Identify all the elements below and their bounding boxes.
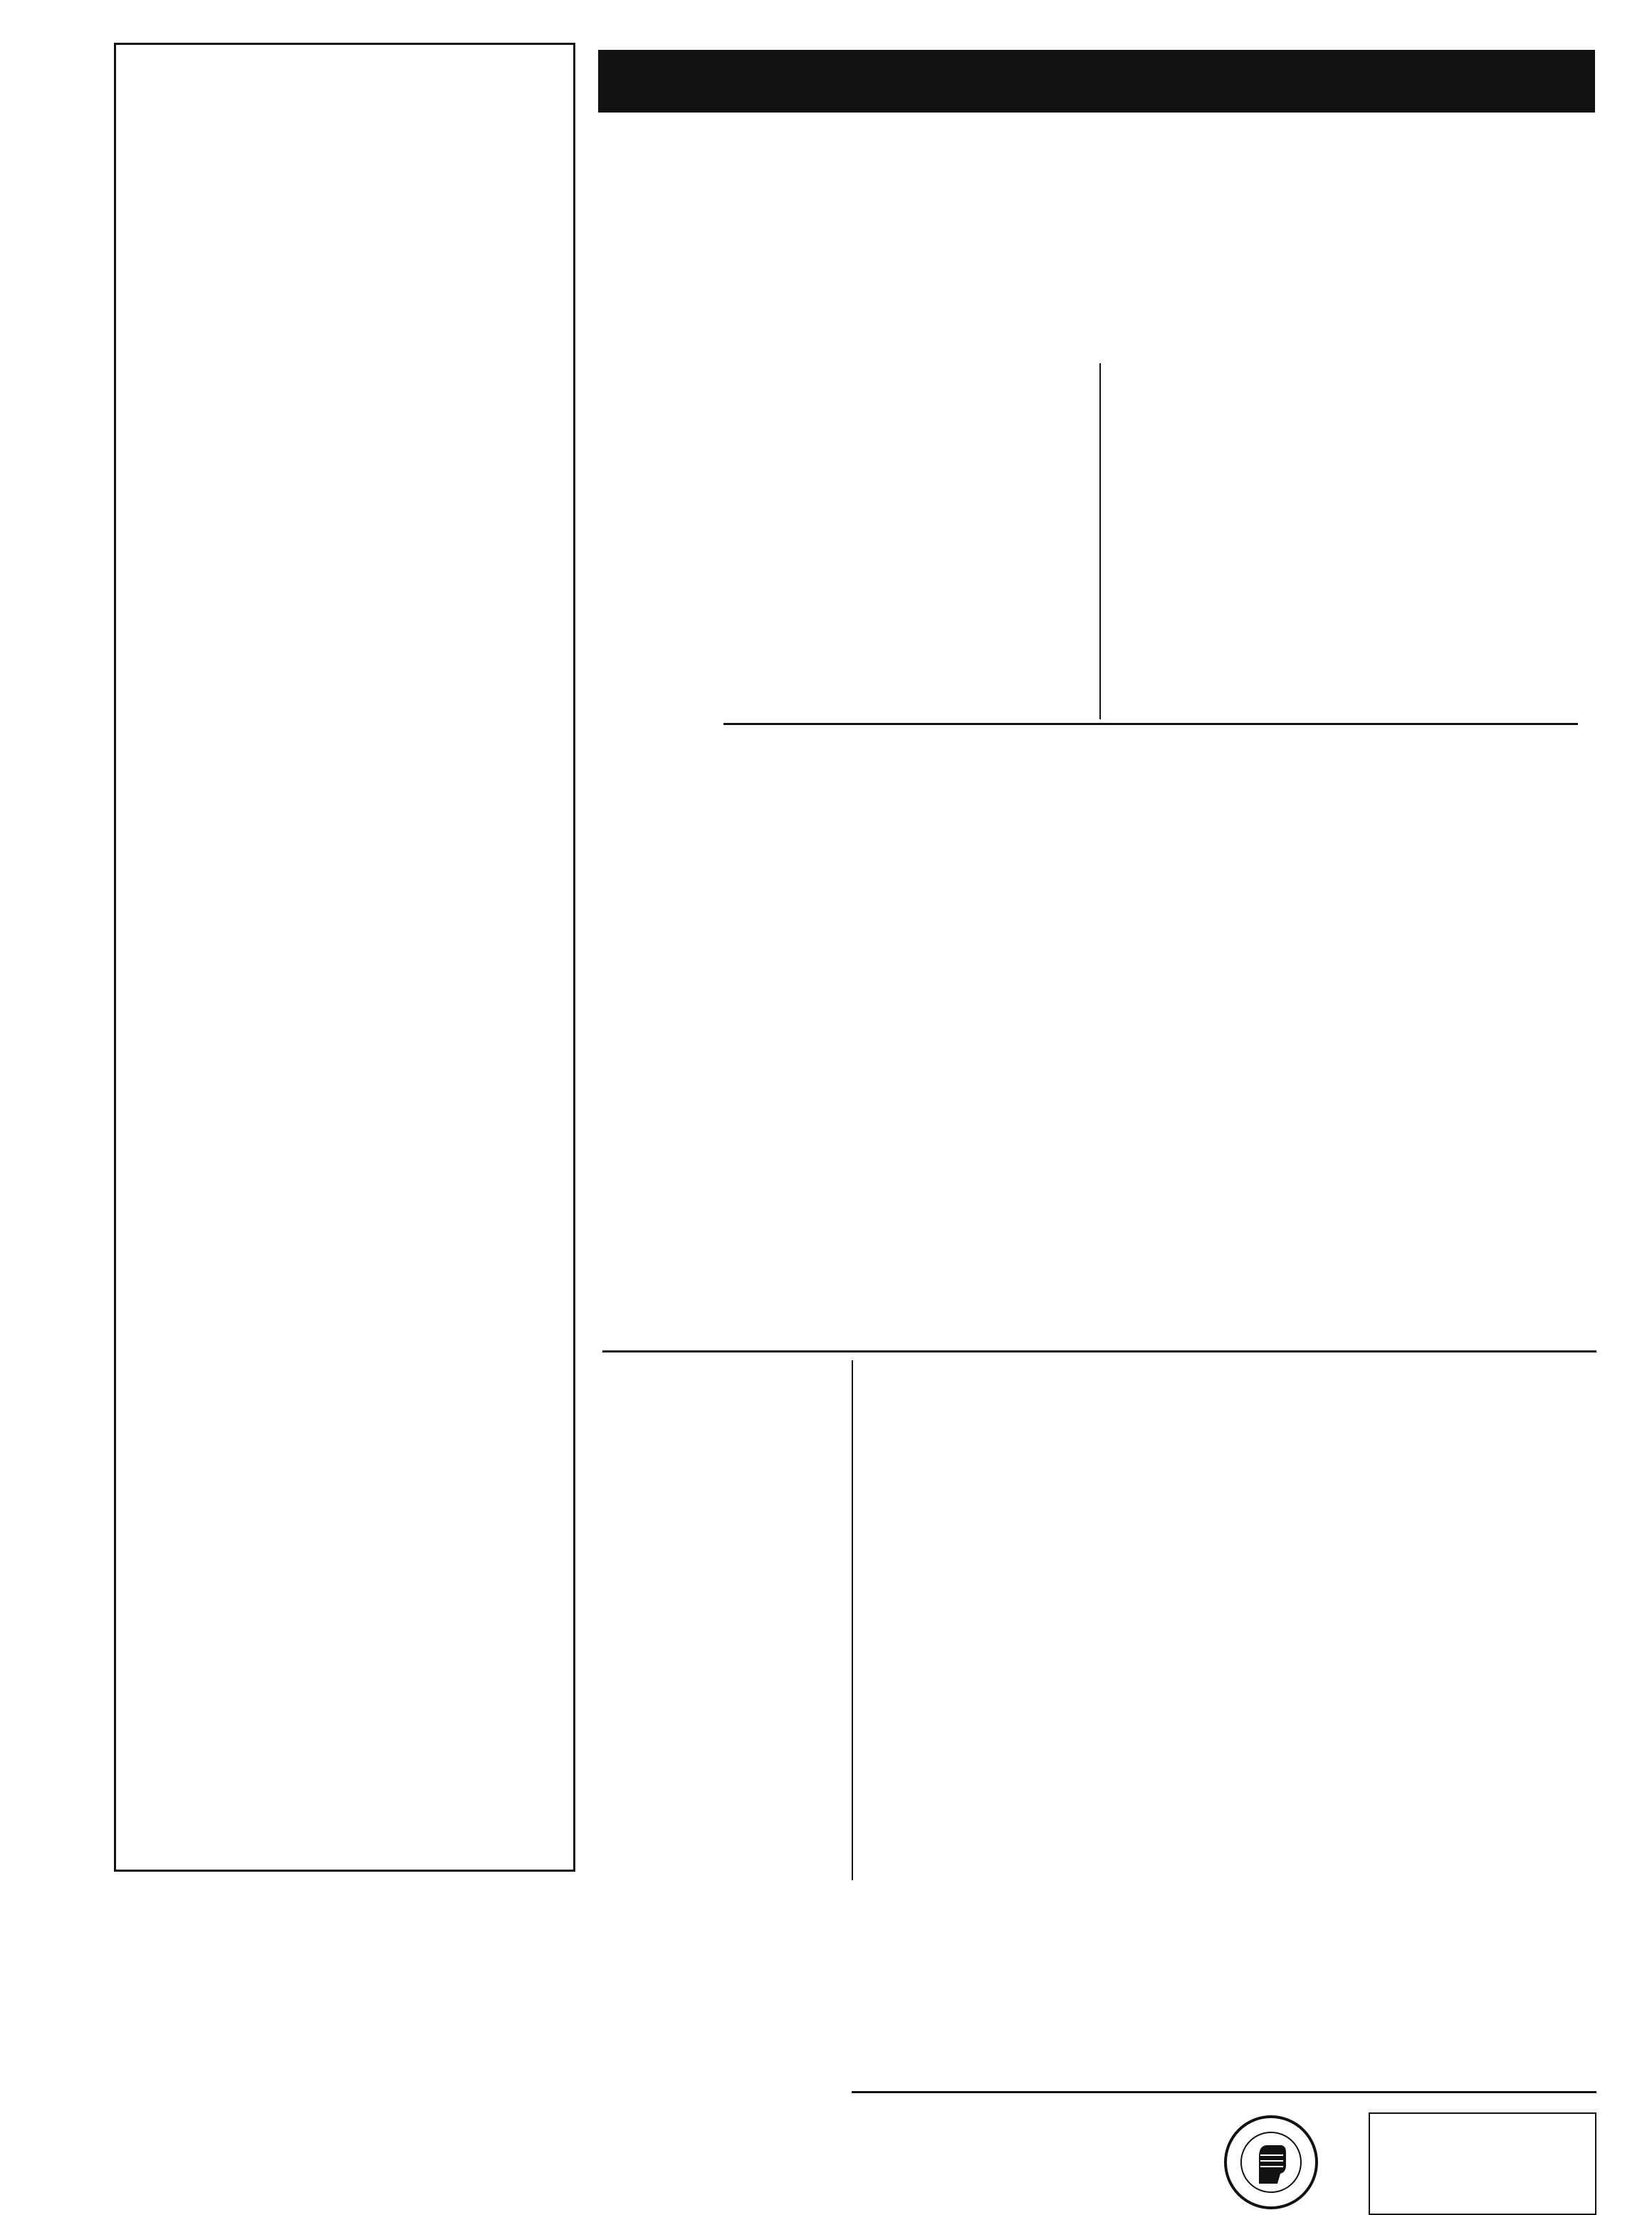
messages-top-rule [723,723,1578,725]
messages-bottom-rule [602,1350,1596,1353]
left-article-box [114,43,575,1872]
fist-seal-icon [1218,2112,1324,2212]
documents-bottom-rule [852,2091,1596,2093]
psd-divider [852,1360,853,1880]
main-article-divider [1099,363,1101,719]
tagline-box [1369,2112,1596,2215]
masthead-logo-box [854,2112,1336,2215]
congress-banner [598,50,1595,113]
